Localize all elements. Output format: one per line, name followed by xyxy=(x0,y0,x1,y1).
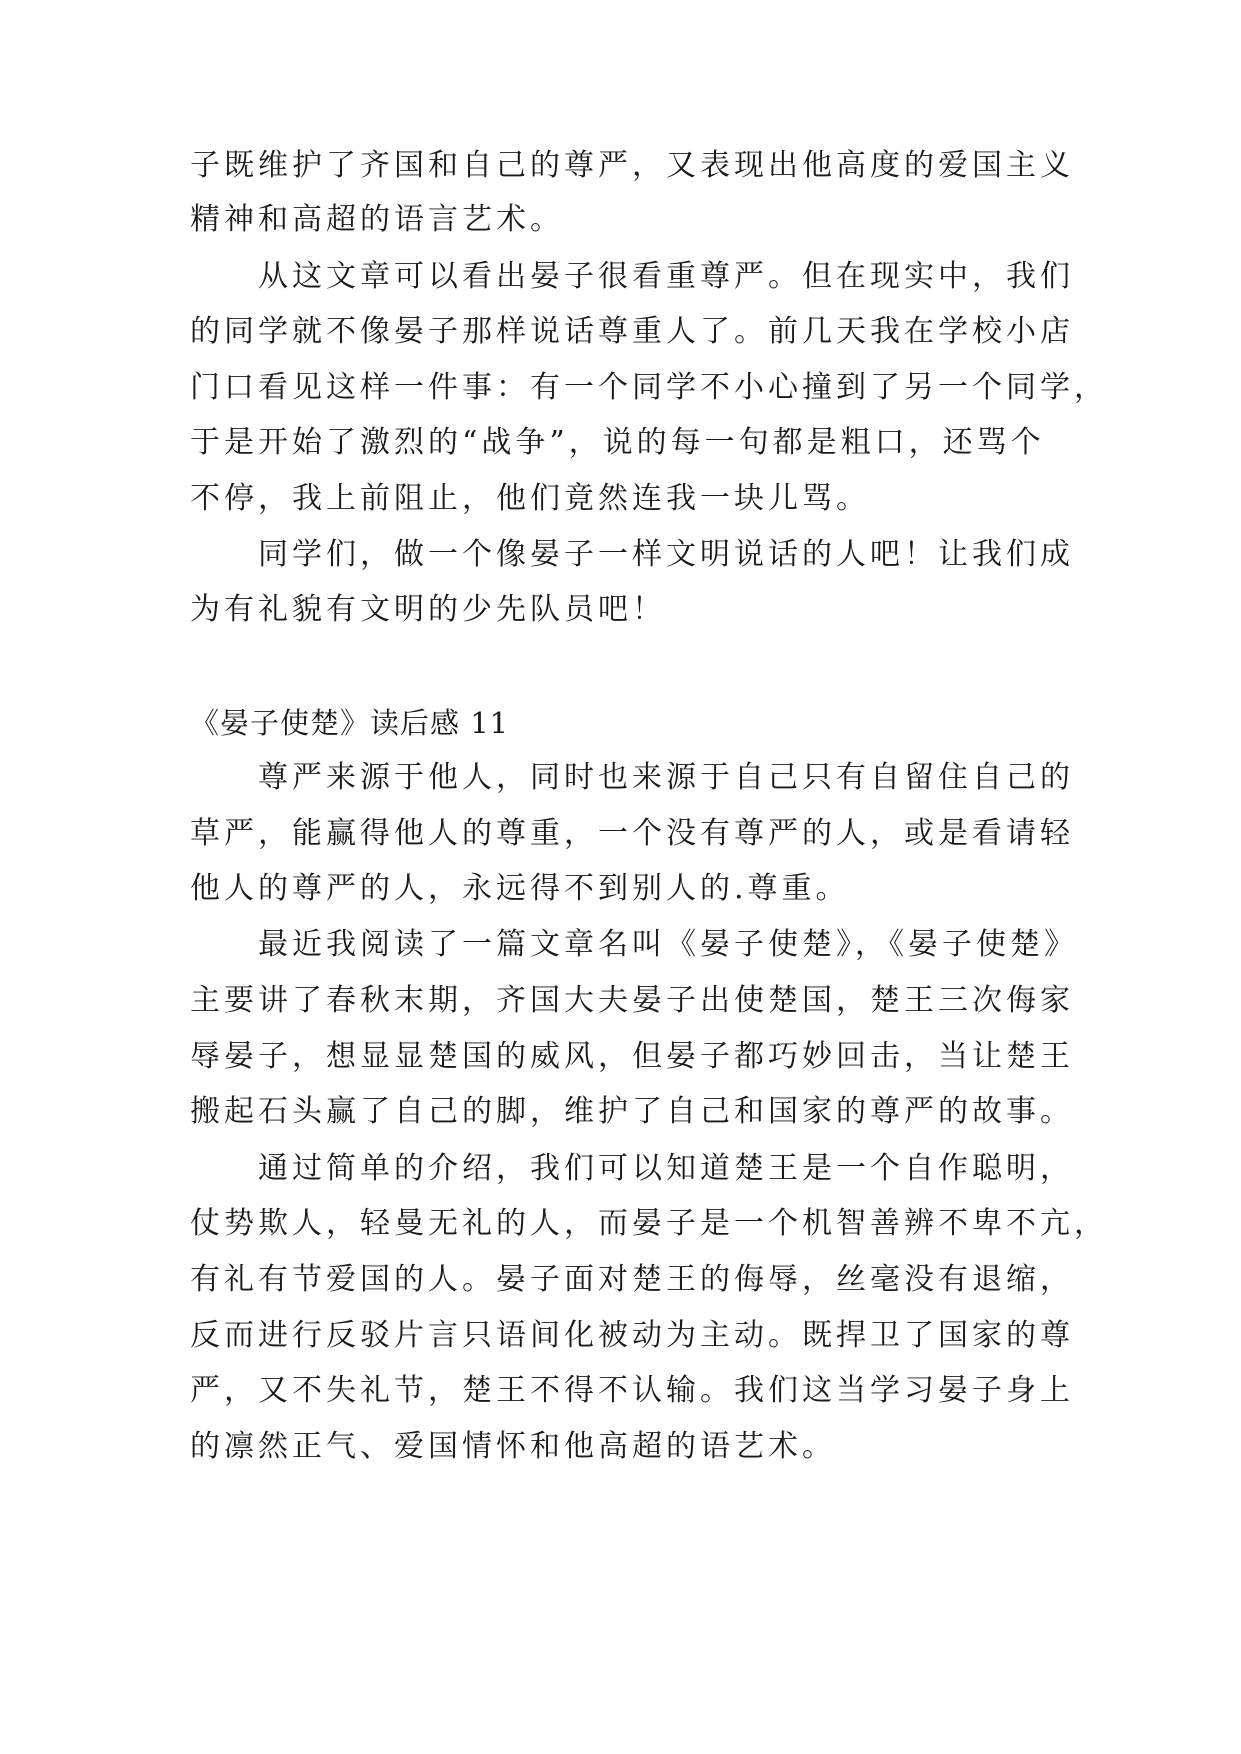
text-line: 不停，我上前阻止，他们竟然连我一块儿骂。 xyxy=(190,481,870,516)
text-line: 的同学就不像晏子那样说话尊重人了。前几天我在学校小店 xyxy=(190,314,1074,349)
paragraph-first-line: 同学们，做一个像晏子一样文明说话的人吧！让我们成 xyxy=(258,537,1074,572)
text-line: 仗势欺人，轻曼无礼的人，而晏子是一个机智善辨不卑不亢， xyxy=(190,1206,1108,1241)
text-line: 子既维护了齐国和自己的尊严，又表现出他高度的爱国主义 xyxy=(190,148,1074,183)
text-line: 的凛然正气、爱国情怀和他高超的语艺术。 xyxy=(190,1429,836,1464)
text-line: 他人的尊严的人，永远得不到别人的.尊重。 xyxy=(190,871,850,906)
text-line: 门口看见这样一件事：有一个同学不小心撞到了另一个同学， xyxy=(190,370,1108,405)
text-line: 精神和高超的语言艺术。 xyxy=(190,202,564,237)
text-line: 严，又不失礼节，楚王不得不认输。我们这当学习晏子身上 xyxy=(190,1373,1074,1408)
paragraph-first-line: 尊严来源于他人，同时也来源于自己只有自留住自己的 xyxy=(258,760,1074,795)
paragraph-first-line: 最近我阅读了一篇文章名叫《晏子使楚》，《晏子使楚》 xyxy=(258,927,1078,962)
text-line: 草严，能赢得他人的尊重，一个没有尊严的人，或是看请轻 xyxy=(190,816,1074,851)
text-line: 于是开始了激烈的“战争”，说的每一句都是粗口，还骂个 xyxy=(190,425,1045,460)
text-line: 搬起石头赢了自己的脚，维护了自己和国家的尊严的故事。 xyxy=(190,1094,1074,1129)
text-line: 有礼有节爱国的人。晏子面对楚王的侮辱，丝毫没有退缩， xyxy=(190,1262,1074,1297)
paragraph-first-line: 通过简单的介绍，我们可以知道楚王是一个自作聪明， xyxy=(258,1151,1074,1186)
document-body xyxy=(190,0,1108,1754)
paragraph-first-line: 从这文章可以看出晏子很看重尊严。但在现实中，我们 xyxy=(258,259,1074,294)
text-line: 为有礼貌有文明的少先队员吧！ xyxy=(190,592,666,627)
section-heading: 《晏子使楚》读后感 11 xyxy=(190,706,510,740)
text-line: 反而进行反驳片言只语间化被动为主动。既捍卫了国家的尊 xyxy=(190,1318,1074,1353)
text-line: 主要讲了春秋末期，齐国大夫晏子出使楚国，楚王三次侮家 xyxy=(190,983,1074,1018)
text-line: 辱晏子，想显显楚国的威风，但晏子都巧妙回击，当让楚王 xyxy=(190,1039,1074,1074)
